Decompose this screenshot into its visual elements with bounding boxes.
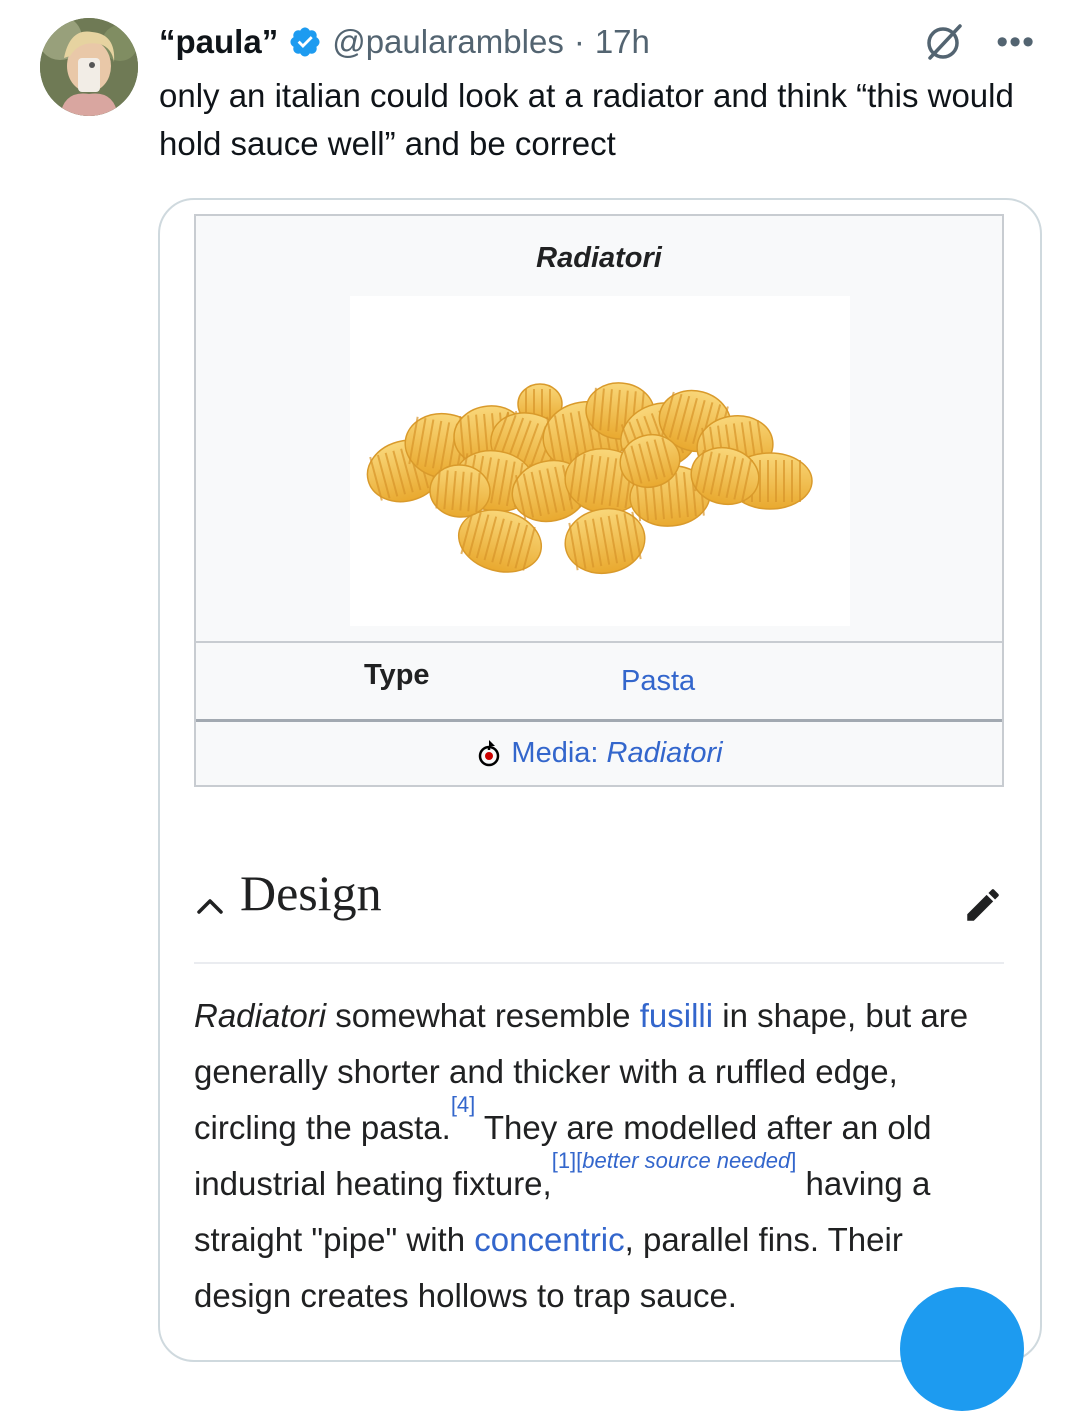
media-link[interactable] — [511, 737, 722, 770]
radiatori-pasta-image[interactable] — [350, 296, 850, 626]
para-text-2: in shape, but are generally shorter and thicker with a ruffled edge, circling the pasta. — [194, 997, 969, 1146]
media-row — [196, 720, 1002, 786]
edit-pencil-icon[interactable] — [962, 884, 1004, 926]
bsn-open: [ — [576, 1148, 583, 1173]
infobox-title: Radiatori — [536, 242, 662, 274]
para-text-4: having a straight "pipe" with — [194, 1165, 931, 1258]
verified-badge-icon — [288, 25, 322, 59]
media-prefix: Media: — [511, 736, 607, 769]
chevron-up-icon[interactable] — [194, 890, 226, 922]
citation-4[interactable]: [4] — [450, 1092, 476, 1117]
commons-icon — [475, 738, 503, 768]
grok-icon[interactable] — [922, 20, 966, 64]
avatar[interactable] — [40, 18, 138, 116]
design-paragraph — [194, 988, 1009, 1324]
para-text-1: somewhat resemble — [326, 997, 640, 1034]
infobox-type-row — [196, 641, 1002, 722]
tweet-text: only an italian could look at a radiator and think “this would hold sauce well” and be correct — [159, 77, 1014, 162]
tweet-header — [159, 18, 650, 66]
fusilli-link[interactable]: fusilli — [639, 997, 714, 1034]
type-value-link[interactable]: Pasta — [621, 665, 696, 697]
better-source-needed-tag[interactable] — [576, 1148, 796, 1173]
display-name[interactable]: “paula” — [159, 23, 279, 60]
bsn-text: better source needed — [582, 1148, 791, 1173]
section-header[interactable] — [194, 865, 1004, 964]
concentric-link[interactable]: concentric — [474, 1221, 625, 1258]
section-title: Design — [240, 865, 382, 921]
citation-1[interactable]: [1] — [551, 1148, 577, 1173]
para-text-5: , parallel fins. Their design creates hollows to trap sauce. — [194, 1221, 903, 1314]
compose-button[interactable] — [900, 1287, 1024, 1411]
timestamp[interactable]: 17h — [594, 23, 650, 60]
bsn-close: ] — [790, 1148, 797, 1173]
type-label: Type — [364, 659, 430, 691]
pasta-illustration — [350, 296, 850, 626]
tweet-actions-top — [922, 20, 1035, 64]
avatar-image — [40, 18, 138, 116]
infobox — [194, 214, 1004, 787]
para-term: Radiatori — [194, 997, 327, 1034]
user-handle[interactable]: @paularambles — [332, 23, 564, 60]
wiki-screenshot-card[interactable] — [158, 198, 1042, 1362]
separator-dot: · — [573, 23, 585, 60]
media-name: Radiatori — [606, 736, 723, 769]
para-text-3: They are modelled after an old industrial heating fixture, — [194, 1109, 932, 1202]
more-options-icon[interactable]: ••• — [996, 23, 1035, 61]
